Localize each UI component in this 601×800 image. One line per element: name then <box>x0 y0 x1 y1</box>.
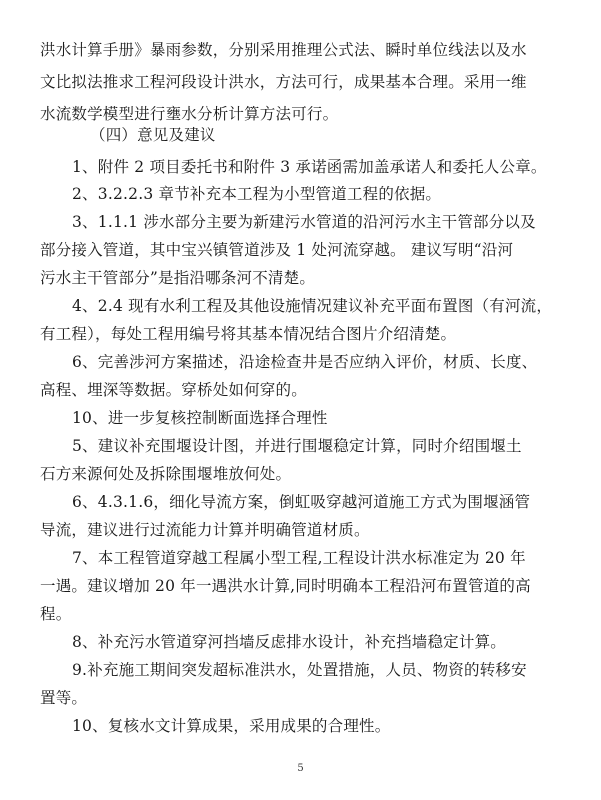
section-heading: （四）意见及建议 <box>90 126 216 144</box>
text-line: 6、完善涉河方案描述，沿途检查井是否应纳入评价，材质、长度、 <box>72 353 538 371</box>
text-line: 程。 <box>40 605 72 623</box>
page-number: 5 <box>297 763 304 774</box>
text-line: 污水主干管部分”是指沿哪条河不清楚。 <box>40 269 316 287</box>
text-line: 置等。 <box>40 689 88 707</box>
text-line: 8、补充污水管道穿河挡墙反虑排水设计，补充挡墙稳定计算。 <box>72 633 506 651</box>
text-line: 4、2.4 现有水利工程及其他设施情况建议补充平面布置图（有河流， <box>72 297 553 315</box>
text-line: 有工程），每处工程用编号将其基本情况结合图片介绍清楚。 <box>40 325 457 343</box>
text-line: 文比拟法推求工程河段设计洪水，方法可行，成果基本合理。采用一维 <box>40 73 527 91</box>
text-line: 石方来源何处及拆除围堰堆放何处。 <box>40 465 292 483</box>
text-line: 导流，建议进行过流能力计算并明确管道材质。 <box>40 521 370 539</box>
text-line: 洪水计算手册》暴雨参数，分别采用推理公式法、瞬时单位线法以及水 <box>40 41 527 59</box>
text-line: 3、1.1.1 涉水部分主要为新建污水管道的沿河污水主干管部分以及 <box>72 213 536 231</box>
text-line: 2、3.2.2.3 章节补充本工程为小型管道工程的依据。 <box>72 185 442 203</box>
text-line: 9.补充施工期间突发超标准洪水，处置措施，人员、物资的转移安 <box>72 661 527 679</box>
text-line: 部分接入管道，其中宝兴镇管道涉及 1 处河流穿越。 建议写明“沿河 <box>40 241 514 259</box>
text-line: 5、建议补充围堰设计图，并进行围堰稳定计算，同时介绍围堰土 <box>72 437 522 455</box>
text-line: 7、本工程管道穿越工程属小型工程,工程设计洪水标准定为 20 年 <box>72 549 526 567</box>
text-line: 1、附件 2 项目委托书和附件 3 承诺函需加盖承诺人和委托人公章。 <box>72 158 547 176</box>
text-line: 一遇。建议增加 20 年一遇洪水计算,同时明确本工程沿河布置管道的高 <box>40 577 531 595</box>
text-line: 10、复核水文计算成果，采用成果的合理性。 <box>72 717 391 735</box>
text-line: 水流数学模型进行壅水分析计算方法可行。 <box>40 105 339 123</box>
text-line: 6、4.3.1.6，细化导流方案，倒虹吸穿越河道施工方式为围堰涵管 <box>72 493 531 511</box>
text-line: 高程、埋深等数据。穿桥处如何穿的。 <box>40 381 307 399</box>
text-line: 10、进一步复核控制断面选择合理性 <box>72 409 328 427</box>
